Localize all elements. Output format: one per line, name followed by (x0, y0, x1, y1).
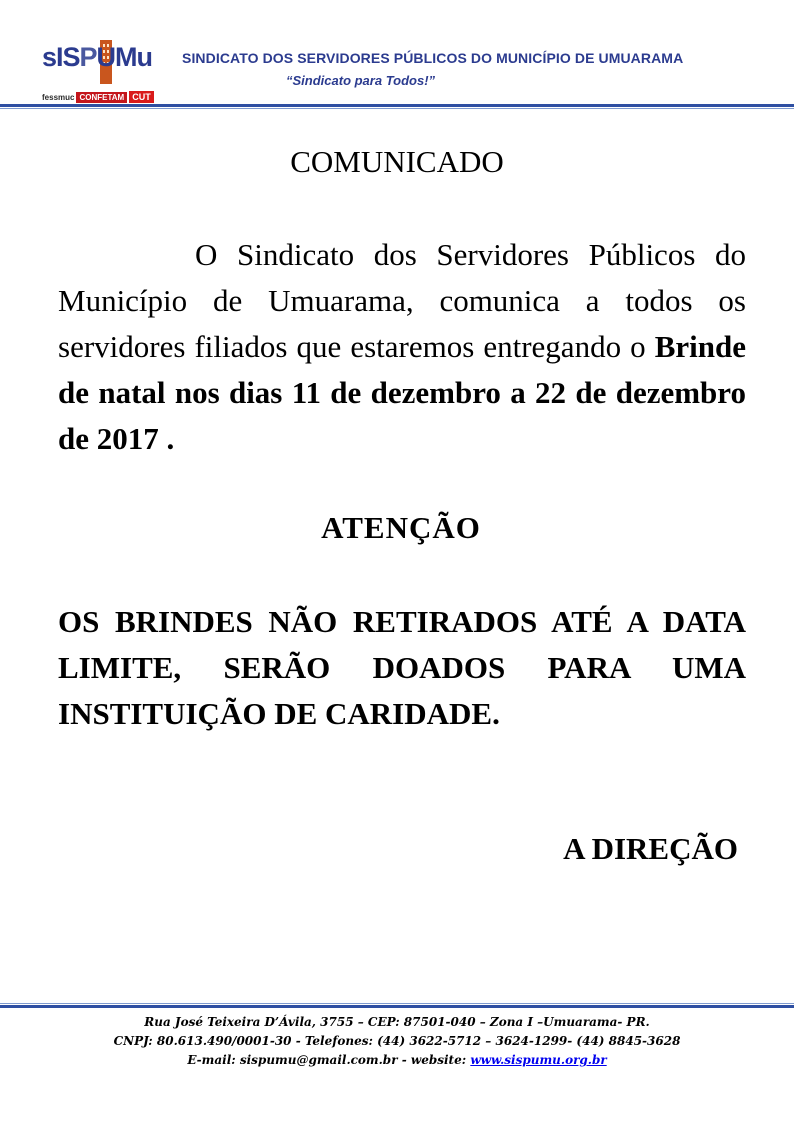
website-link[interactable]: www.sispumu.org.br (470, 1053, 607, 1067)
footer-divider-thin (0, 1003, 794, 1004)
warning-text: OS BRINDES NÃO RETIRADOS ATÉ A DATA LIMITE, SERÃO DOADOS PARA UMA INSTITUIÇÃO DE CARIDADE. (58, 604, 746, 731)
footer-divider (0, 1005, 794, 1008)
header-divider-thin (0, 108, 794, 109)
logo-word-right: UMu (96, 42, 153, 72)
logo-wordmark (42, 44, 152, 71)
announcement-paragraph (58, 232, 746, 462)
footer-email: E-mail: sispumu@gmail.com.br - website: (187, 1053, 471, 1067)
affiliation-badges (38, 90, 172, 104)
footer (0, 1013, 794, 1070)
cut-badge: CUT (129, 91, 154, 103)
footer-contact (0, 1051, 794, 1070)
confetam-badge: CONFETAM (76, 92, 127, 103)
logo-word-left: sIS (42, 42, 80, 72)
footer-cnpj-phones: CNPJ: 80.613.490/0001-30 - Telefones: (44) 3622-5712 – 3624-1299- (44) 8845-3628 (113, 1034, 681, 1048)
header-divider (0, 104, 794, 107)
announcement-text: O Sindicato dos Servidores Públicos do Município de Umuarama, comunica a todos os servidores filiados que estaremos entregando o (58, 237, 746, 364)
announcement-dates: Brinde de natal nos dias 11 de dezembro a 22 de dezembro de 2017 . (58, 329, 746, 456)
sispumu-logo (38, 38, 176, 104)
document-title: COMUNICADO (290, 144, 504, 179)
logo-word-mid: P (79, 42, 97, 72)
organization-name: SINDICATO DOS SERVIDORES PÚBLICOS DO MUNICÍPIO DE UMUARAMA (182, 50, 684, 66)
attention-heading: ATENÇÃO (321, 510, 481, 545)
fessmuc-badge: fessmuc (42, 92, 75, 102)
organization-slogan: “Sindicato para Todos!” (286, 73, 436, 88)
footer-address: Rua José Teixeira D’Ávila, 3755 – CEP: 87501-040 – Zona I –Umuarama- PR. (144, 1015, 650, 1029)
signature: A DIREÇÃO (563, 831, 738, 866)
